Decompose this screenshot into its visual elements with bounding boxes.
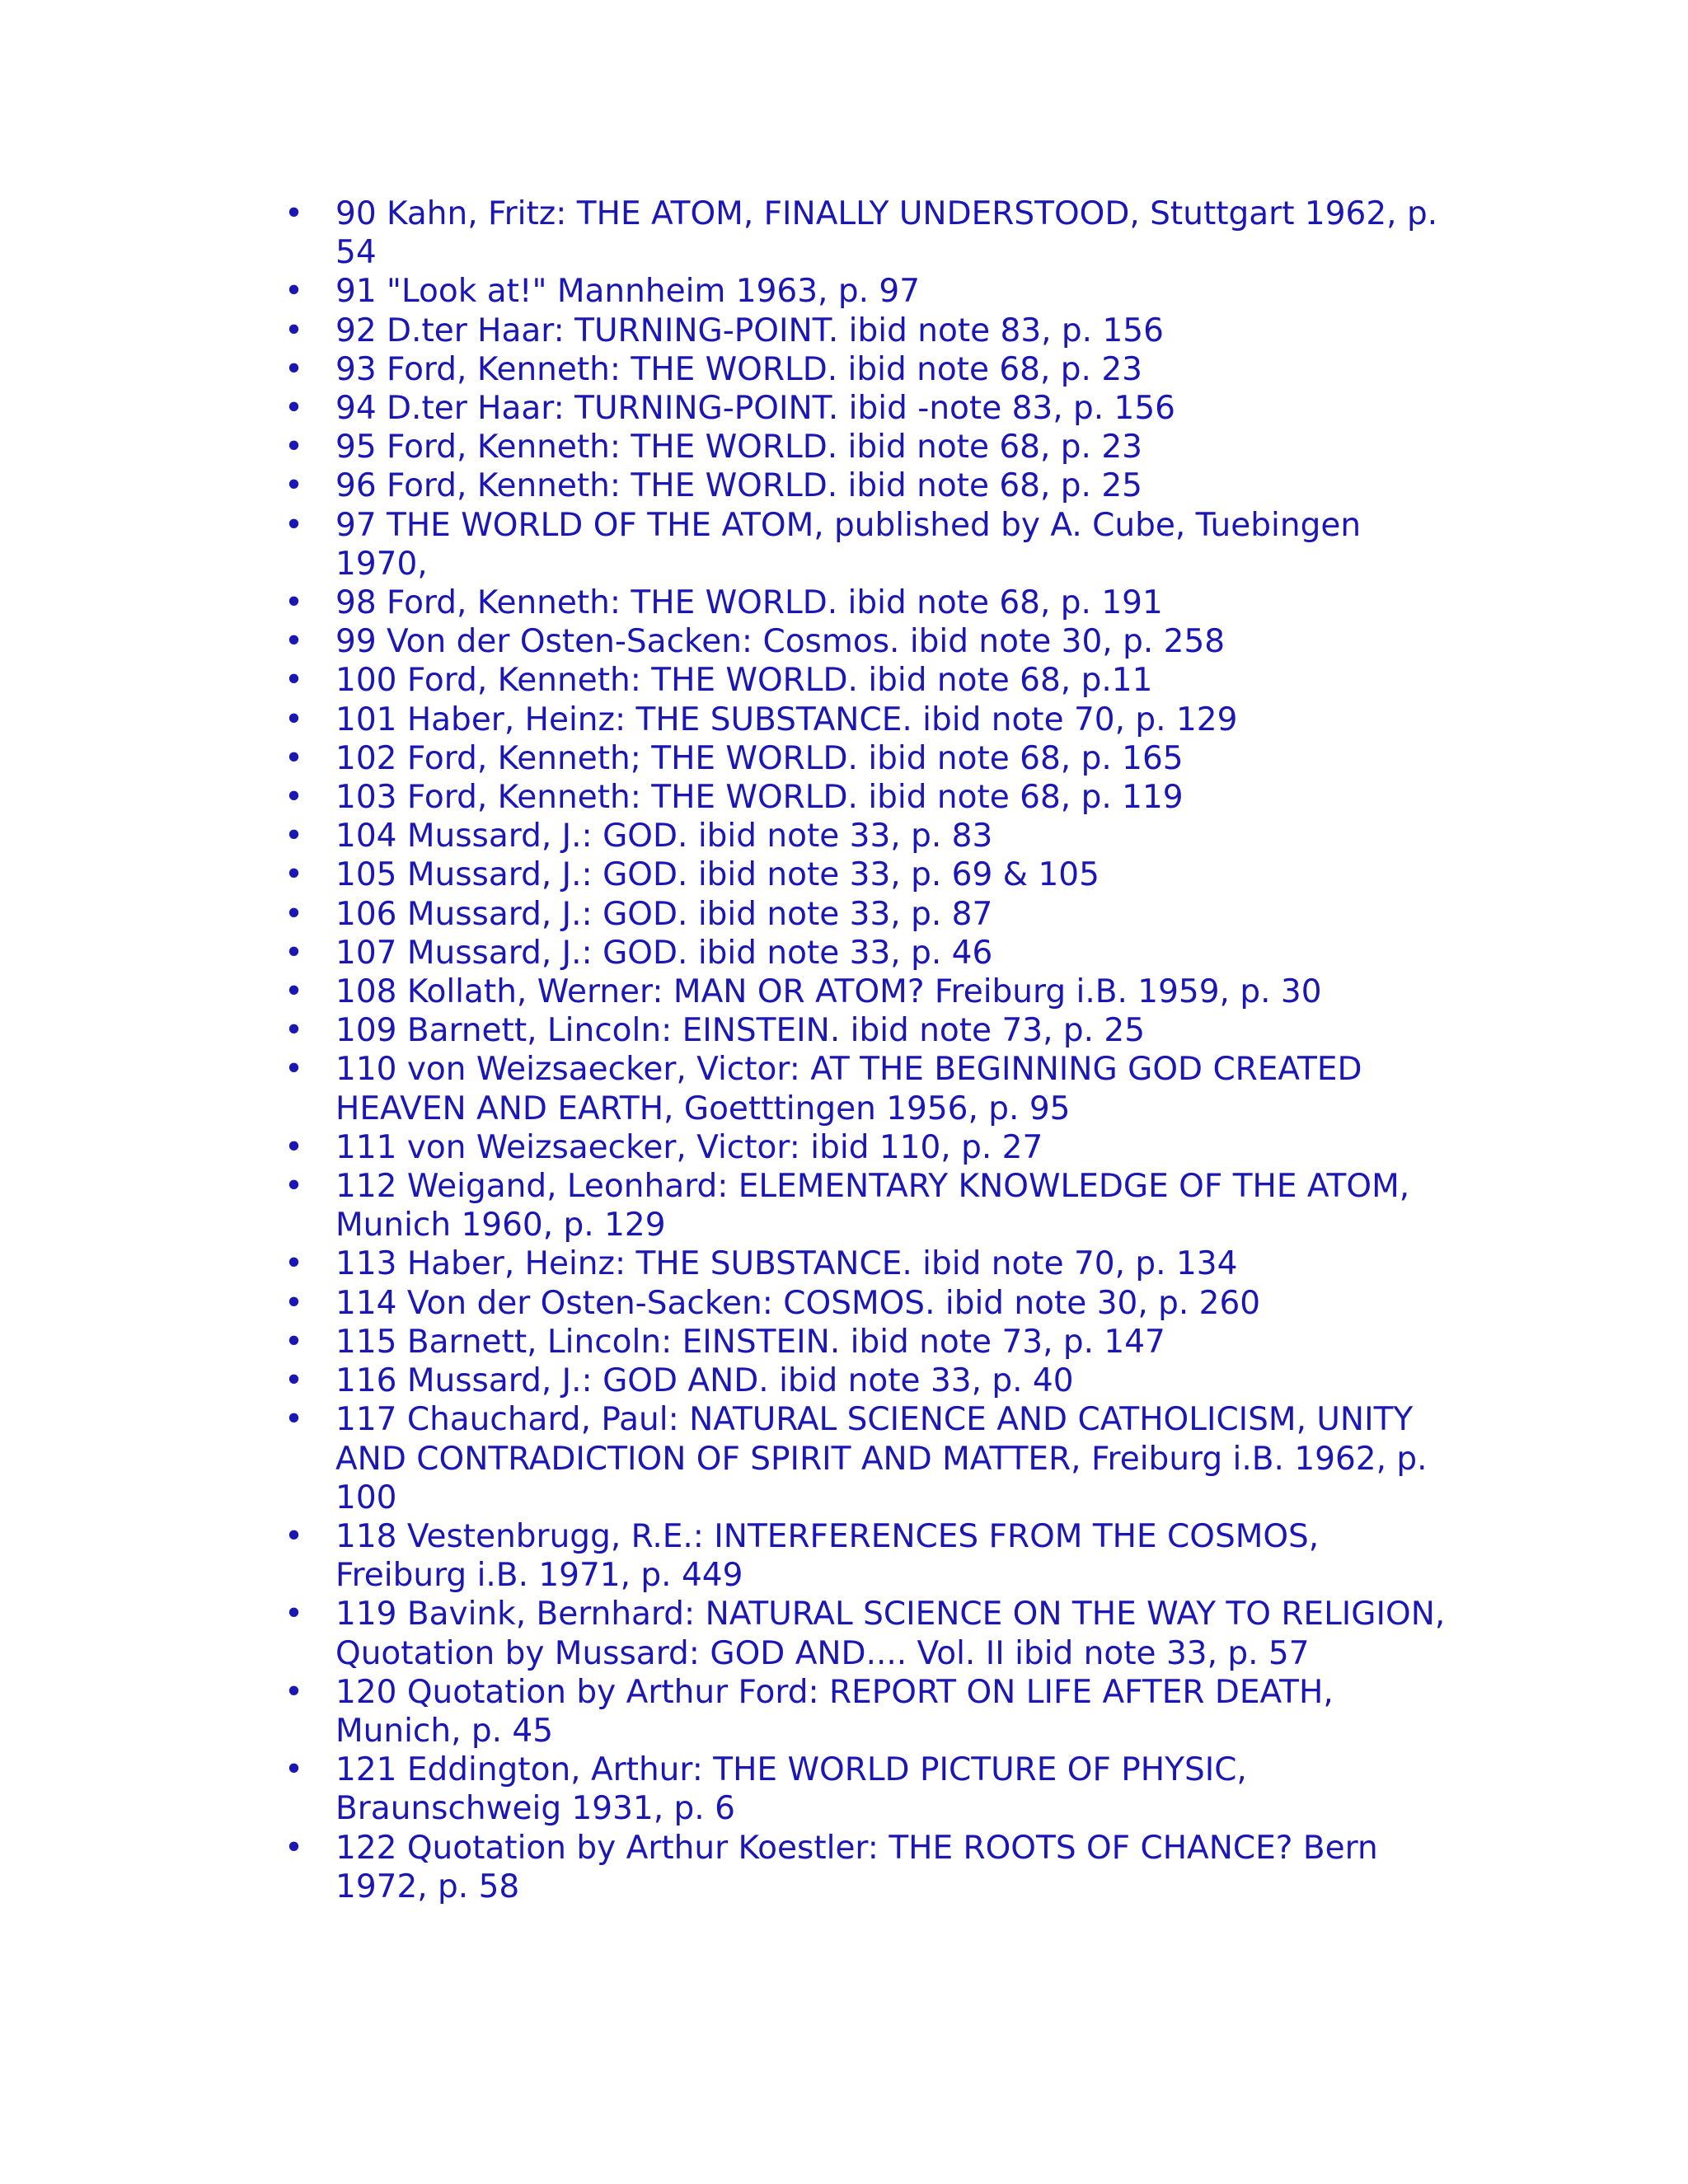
list-item xyxy=(284,1011,1455,1050)
list-item xyxy=(284,272,1455,311)
bullet-icon: • xyxy=(284,390,304,428)
bullet-icon: • xyxy=(284,739,304,777)
list-item xyxy=(284,350,1455,389)
list-item xyxy=(284,506,1455,583)
bullet-icon: • xyxy=(284,779,304,817)
footnote-text: 103 Ford, Kenneth: THE WORLD. ibid note 68, p. 119 xyxy=(335,779,1184,817)
bullet-icon: • xyxy=(284,467,304,505)
footnote-text: 121 Eddington, Arthur: THE WORLD PICTURE OF PHYSIC, Braunschweig 1931, p. 6 xyxy=(335,1751,1247,1828)
footnote-text: 108 Kollath, Werner: MAN OR ATOM? Freiburg i.B. 1959, p. 30 xyxy=(335,973,1322,1011)
footnote-text: 102 Ford, Kenneth; THE WORLD. ibid note 68, p. 165 xyxy=(335,739,1184,777)
footnote-text: 113 Haber, Heinz: THE SUBSTANCE. ibid note 70, p. 134 xyxy=(335,1245,1238,1283)
list-item xyxy=(284,817,1455,855)
list-item xyxy=(284,778,1455,817)
list-item xyxy=(284,1595,1455,1672)
list-item xyxy=(284,855,1455,894)
list-item xyxy=(284,1128,1455,1167)
footnote-text: 95 Ford, Kenneth: THE WORLD. ibid note 68, p. 23 xyxy=(335,429,1142,466)
footnote-text: 122 Quotation by Arthur Koestler: THE ROOTS OF CHANCE? Bern 1972, p. 58 xyxy=(335,1829,1378,1905)
list-item xyxy=(284,1750,1455,1828)
list-item xyxy=(284,194,1455,272)
bullet-icon: • xyxy=(284,1012,304,1050)
footnote-text: 115 Barnett, Lincoln: EINSTEIN. ibid note 73, p. 147 xyxy=(335,1323,1165,1361)
list-item xyxy=(284,1323,1455,1361)
footnote-text: 100 Ford, Kenneth: THE WORLD. ibid note 68, p.11 xyxy=(335,662,1153,700)
bullet-icon: • xyxy=(284,895,304,933)
list-item xyxy=(284,701,1455,739)
footnote-text: 99 Von der Osten-Sacken: Cosmos. ibid note 30, p. 258 xyxy=(335,623,1226,661)
list-item xyxy=(284,895,1455,934)
bullet-icon: • xyxy=(284,1128,304,1166)
list-item xyxy=(284,312,1455,350)
bullet-icon: • xyxy=(284,1751,304,1789)
footnote-text: 117 Chauchard, Paul: NATURAL SCIENCE AND CATHOLICISM, UNITY AND CONTRADICTION OF SPIRIT AND MATTER, Freiburg i.B. 1962, p. 100 xyxy=(335,1401,1428,1516)
footnote-text: 98 Ford, Kenneth: THE WORLD. ibid note 68, p. 191 xyxy=(335,584,1163,622)
list-item xyxy=(284,583,1455,622)
footnote-text: 118 Vestenbrugg, R.E.: INTERFERENCES FROM THE COSMOS, Freiburg i.B. 1971, p. 449 xyxy=(335,1517,1320,1595)
list-item xyxy=(284,622,1455,661)
bullet-icon: • xyxy=(284,1323,304,1361)
list-item xyxy=(284,739,1455,778)
list-item xyxy=(284,1284,1455,1323)
list-item xyxy=(284,1400,1455,1517)
list-item xyxy=(284,428,1455,466)
footnote-text: 91 "Look at!" Mannheim 1963, p. 97 xyxy=(335,273,921,311)
bullet-icon: • xyxy=(284,584,304,622)
footnote-text: 90 Kahn, Fritz: THE ATOM, FINALLY UNDERSTOOD, Stuttgart 1962, p. 54 xyxy=(335,195,1438,272)
bullet-icon: • xyxy=(284,662,304,700)
footnote-text: 97 THE WORLD OF THE ATOM, published by A. Cube, Tuebingen 1970, xyxy=(335,506,1362,583)
bullet-icon: • xyxy=(284,1284,304,1322)
bullet-icon: • xyxy=(284,1673,304,1711)
bullet-icon: • xyxy=(284,350,304,388)
bullet-icon: • xyxy=(284,1517,304,1555)
footnote-text: 94 D.ter Haar: TURNING-POINT. ibid -note 83, p. 156 xyxy=(335,390,1175,428)
list-item xyxy=(284,661,1455,700)
bullet-icon: • xyxy=(284,1401,304,1439)
list-item xyxy=(284,1673,1455,1750)
footnote-list xyxy=(284,194,1455,1906)
footnote-text: 120 Quotation by Arthur Ford: REPORT ON LIFE AFTER DEATH, Munich, p. 45 xyxy=(335,1673,1334,1750)
bullet-icon: • xyxy=(284,273,304,311)
list-item xyxy=(284,1829,1455,1906)
bullet-icon: • xyxy=(284,506,304,544)
bullet-icon: • xyxy=(284,701,304,738)
bullet-icon: • xyxy=(284,623,304,661)
footnote-text: 110 von Weizsaecker, Victor: AT THE BEGINNING GOD CREATED HEAVEN AND EARTH, Goetttingen 1956, p. 95 xyxy=(335,1051,1362,1127)
bullet-icon: • xyxy=(284,818,304,855)
list-item xyxy=(284,389,1455,428)
footnote-text: 101 Haber, Heinz: THE SUBSTANCE. ibid note 70, p. 129 xyxy=(335,701,1238,738)
list-item xyxy=(284,1361,1455,1400)
footnote-text: 93 Ford, Kenneth: THE WORLD. ibid note 68, p. 23 xyxy=(335,350,1142,388)
footnote-text: 107 Mussard, J.: GOD. ibid note 33, p. 46 xyxy=(335,934,993,972)
list-item xyxy=(284,466,1455,505)
bullet-icon: • xyxy=(284,1596,304,1633)
footnote-text: 109 Barnett, Lincoln: EINSTEIN. ibid note 73, p. 25 xyxy=(335,1012,1146,1050)
bullet-icon: • xyxy=(284,1051,304,1089)
footnote-text: 92 D.ter Haar: TURNING-POINT. ibid note 83, p. 156 xyxy=(335,312,1164,349)
list-item xyxy=(284,1050,1455,1127)
bullet-icon: • xyxy=(284,1829,304,1867)
bullet-icon: • xyxy=(284,934,304,972)
list-item xyxy=(284,934,1455,972)
footnote-text: 106 Mussard, J.: GOD. ibid note 33, p. 87 xyxy=(335,895,993,933)
footnote-text: 111 von Weizsaecker, Victor: ibid 110, p. 27 xyxy=(335,1128,1043,1166)
footnote-text: 105 Mussard, J.: GOD. ibid note 33, p. 69 & 105 xyxy=(335,856,1100,894)
list-item xyxy=(284,972,1455,1011)
bullet-icon: • xyxy=(284,1362,304,1400)
bullet-icon: • xyxy=(284,1168,304,1206)
bullet-icon: • xyxy=(284,1245,304,1283)
footnote-text: 112 Weigand, Leonhard: ELEMENTARY KNOWLEDGE OF THE ATOM, Munich 1960, p. 129 xyxy=(335,1168,1410,1244)
footnote-text: 116 Mussard, J.: GOD AND. ibid note 33, p. 40 xyxy=(335,1362,1074,1400)
bullet-icon: • xyxy=(284,973,304,1011)
list-item xyxy=(284,1244,1455,1283)
footnote-text: 104 Mussard, J.: GOD. ibid note 33, p. 83 xyxy=(335,818,993,855)
footnote-text: 114 Von der Osten-Sacken: COSMOS. ibid note 30, p. 260 xyxy=(335,1284,1261,1322)
list-item xyxy=(284,1517,1455,1595)
bullet-icon: • xyxy=(284,429,304,466)
bullet-icon: • xyxy=(284,856,304,894)
bullet-icon: • xyxy=(284,312,304,349)
bullet-icon: • xyxy=(284,195,304,232)
footnote-text: 119 Bavink, Bernhard: NATURAL SCIENCE ON THE WAY TO RELIGION, Quotation by Mussard: GOD AND.... Vol. II ibid note 33, p. 57 xyxy=(335,1596,1446,1672)
list-item xyxy=(284,1167,1455,1244)
footnote-text: 96 Ford, Kenneth: THE WORLD. ibid note 68, p. 25 xyxy=(335,467,1142,505)
